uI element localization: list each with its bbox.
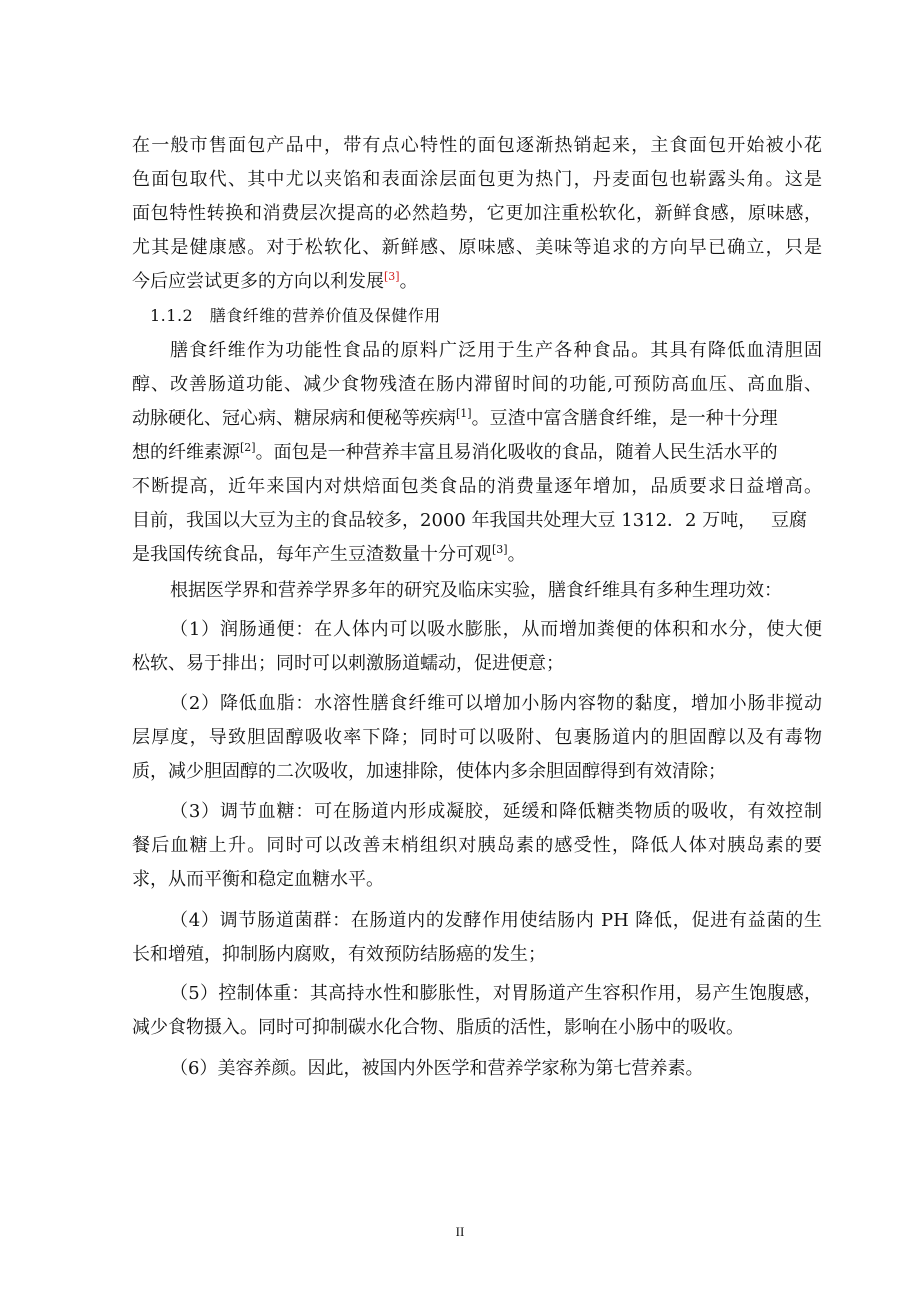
item2-line1: （2）降低血脂：水溶性膳食纤维可以增加小肠内容物的黏度，增加小肠非搅动: [170, 693, 822, 714]
para1-line2: 色面包取代、其中尤以夹馅和表面涂层面包更为热门，丹麦面包也崭露头角。这是: [132, 169, 822, 190]
para2-line7-end: 。: [507, 544, 526, 565]
section-heading: 1.1.2 膳食纤维的营养价值及保健作用: [150, 306, 441, 325]
para2-line3-text: 动脉硬化、冠心病、糖尿病和便秘等疾病: [132, 408, 456, 429]
item3-line2: 餐后血糖上升。同时可以改善末梢组织对胰岛素的感受性，降低人体对胰岛素的要: [132, 835, 822, 856]
item4-line1: （4）调节肠道菌群：在肠道内的发酵作用使结肠内 PH 降低，促进有益菌的生: [170, 910, 822, 931]
item2-line3: 质，减少胆固醇的二次吸收，加速排除，使体内多余胆固醇得到有效清除；: [132, 761, 726, 782]
para2-line2: 醇、改善肠道功能、减少食物残渣在肠内滞留时间的功能,可预防高血压、高血脂、: [132, 374, 822, 395]
para2-line4-end: 。面包是一种营养丰富且易消化吸收的食品，随着人民生活水平的: [255, 442, 778, 463]
para2-line4: [132, 441, 778, 465]
para2-line4-text: 想的纤维素源: [132, 442, 240, 463]
para2-line7: [132, 543, 526, 567]
item4-line2: 长和增殖，抑制肠内腐败，有效预防结肠癌的发生；: [132, 944, 546, 965]
para2-line1: 膳食纤维作为功能性食品的原料广泛用于生产各种食品。其具有降低血清胆固: [170, 340, 822, 361]
citation: [3]: [492, 543, 508, 556]
citation: [1]: [456, 407, 472, 420]
para2-line5: 不断提高，近年来国内对烘焙面包类食品的消费量逐年增加，品质要求日益增高。: [132, 476, 822, 497]
para1-line5: [132, 270, 418, 294]
item5-line1: （5）控制体重：其高持水性和膨胀性，对胃肠道产生容积作用，易产生饱腹感，: [170, 983, 822, 1004]
para2-line6: 目前，我国以大豆为主的食品较多，2000 年我国共处理大豆 1312．2 万吨， 豆腐: [132, 510, 807, 531]
item1-line2: 松软、易于排出；同时可以刺激肠道蠕动，促进便意；: [132, 653, 564, 674]
para3-line1: 根据医学界和营养学界多年的研究及临床实验，膳食纤维具有多种生理功效：: [170, 580, 782, 601]
citation: [2]: [240, 441, 256, 454]
item2-line2: 层厚度，导致胆固醇吸收率下降；同时可以吸附、包裹肠道内的胆固醇以及有毒物: [132, 727, 822, 748]
item3-line1: （3）调节血糖：可在肠道内形成凝胶，延缓和降低糖类物质的吸收，有效控制: [170, 801, 822, 822]
para2-line3: [132, 407, 778, 431]
para2-line7-text: 是我国传统食品，每年产生豆渣数量十分可观: [132, 544, 492, 565]
para1-line3: 面包特性转换和消费层次提高的必然趋势，它更加注重松软化，新鲜食感，原味感，: [132, 203, 822, 224]
para1-line5-text: 今后应尝试更多的方向以利发展: [132, 271, 384, 292]
page-number: II: [455, 1224, 465, 1239]
item1-line1: （1）润肠通便：在人体内可以吸水膨胀，从而增加粪便的体积和水分，使大便: [170, 619, 822, 640]
item3-line3: 求，从而平衡和稳定血糖水平。: [132, 869, 384, 890]
citation-link[interactable]: [3]: [384, 270, 400, 283]
item5-line2: 减少食物摄入。同时可抑制碳水化合物、脂质的活性，影响在小肠中的吸收。: [132, 1017, 744, 1038]
item6-line1: （6）美容养颜。因此，被国内外医学和营养学家称为第七营养素。: [170, 1058, 704, 1079]
para1-line5-end: 。: [399, 271, 418, 292]
para1-line1: 在一般市售面包产品中，带有点心特性的面包逐渐热销起来，主食面包开始被小花: [132, 135, 822, 156]
para2-line3-end: 。豆渣中富含膳食纤维，是一种十分理: [471, 408, 778, 429]
para1-line4: 尤其是健康感。对于松软化、新鲜感、原味感、美味等追求的方向早已确立，只是: [132, 237, 822, 258]
